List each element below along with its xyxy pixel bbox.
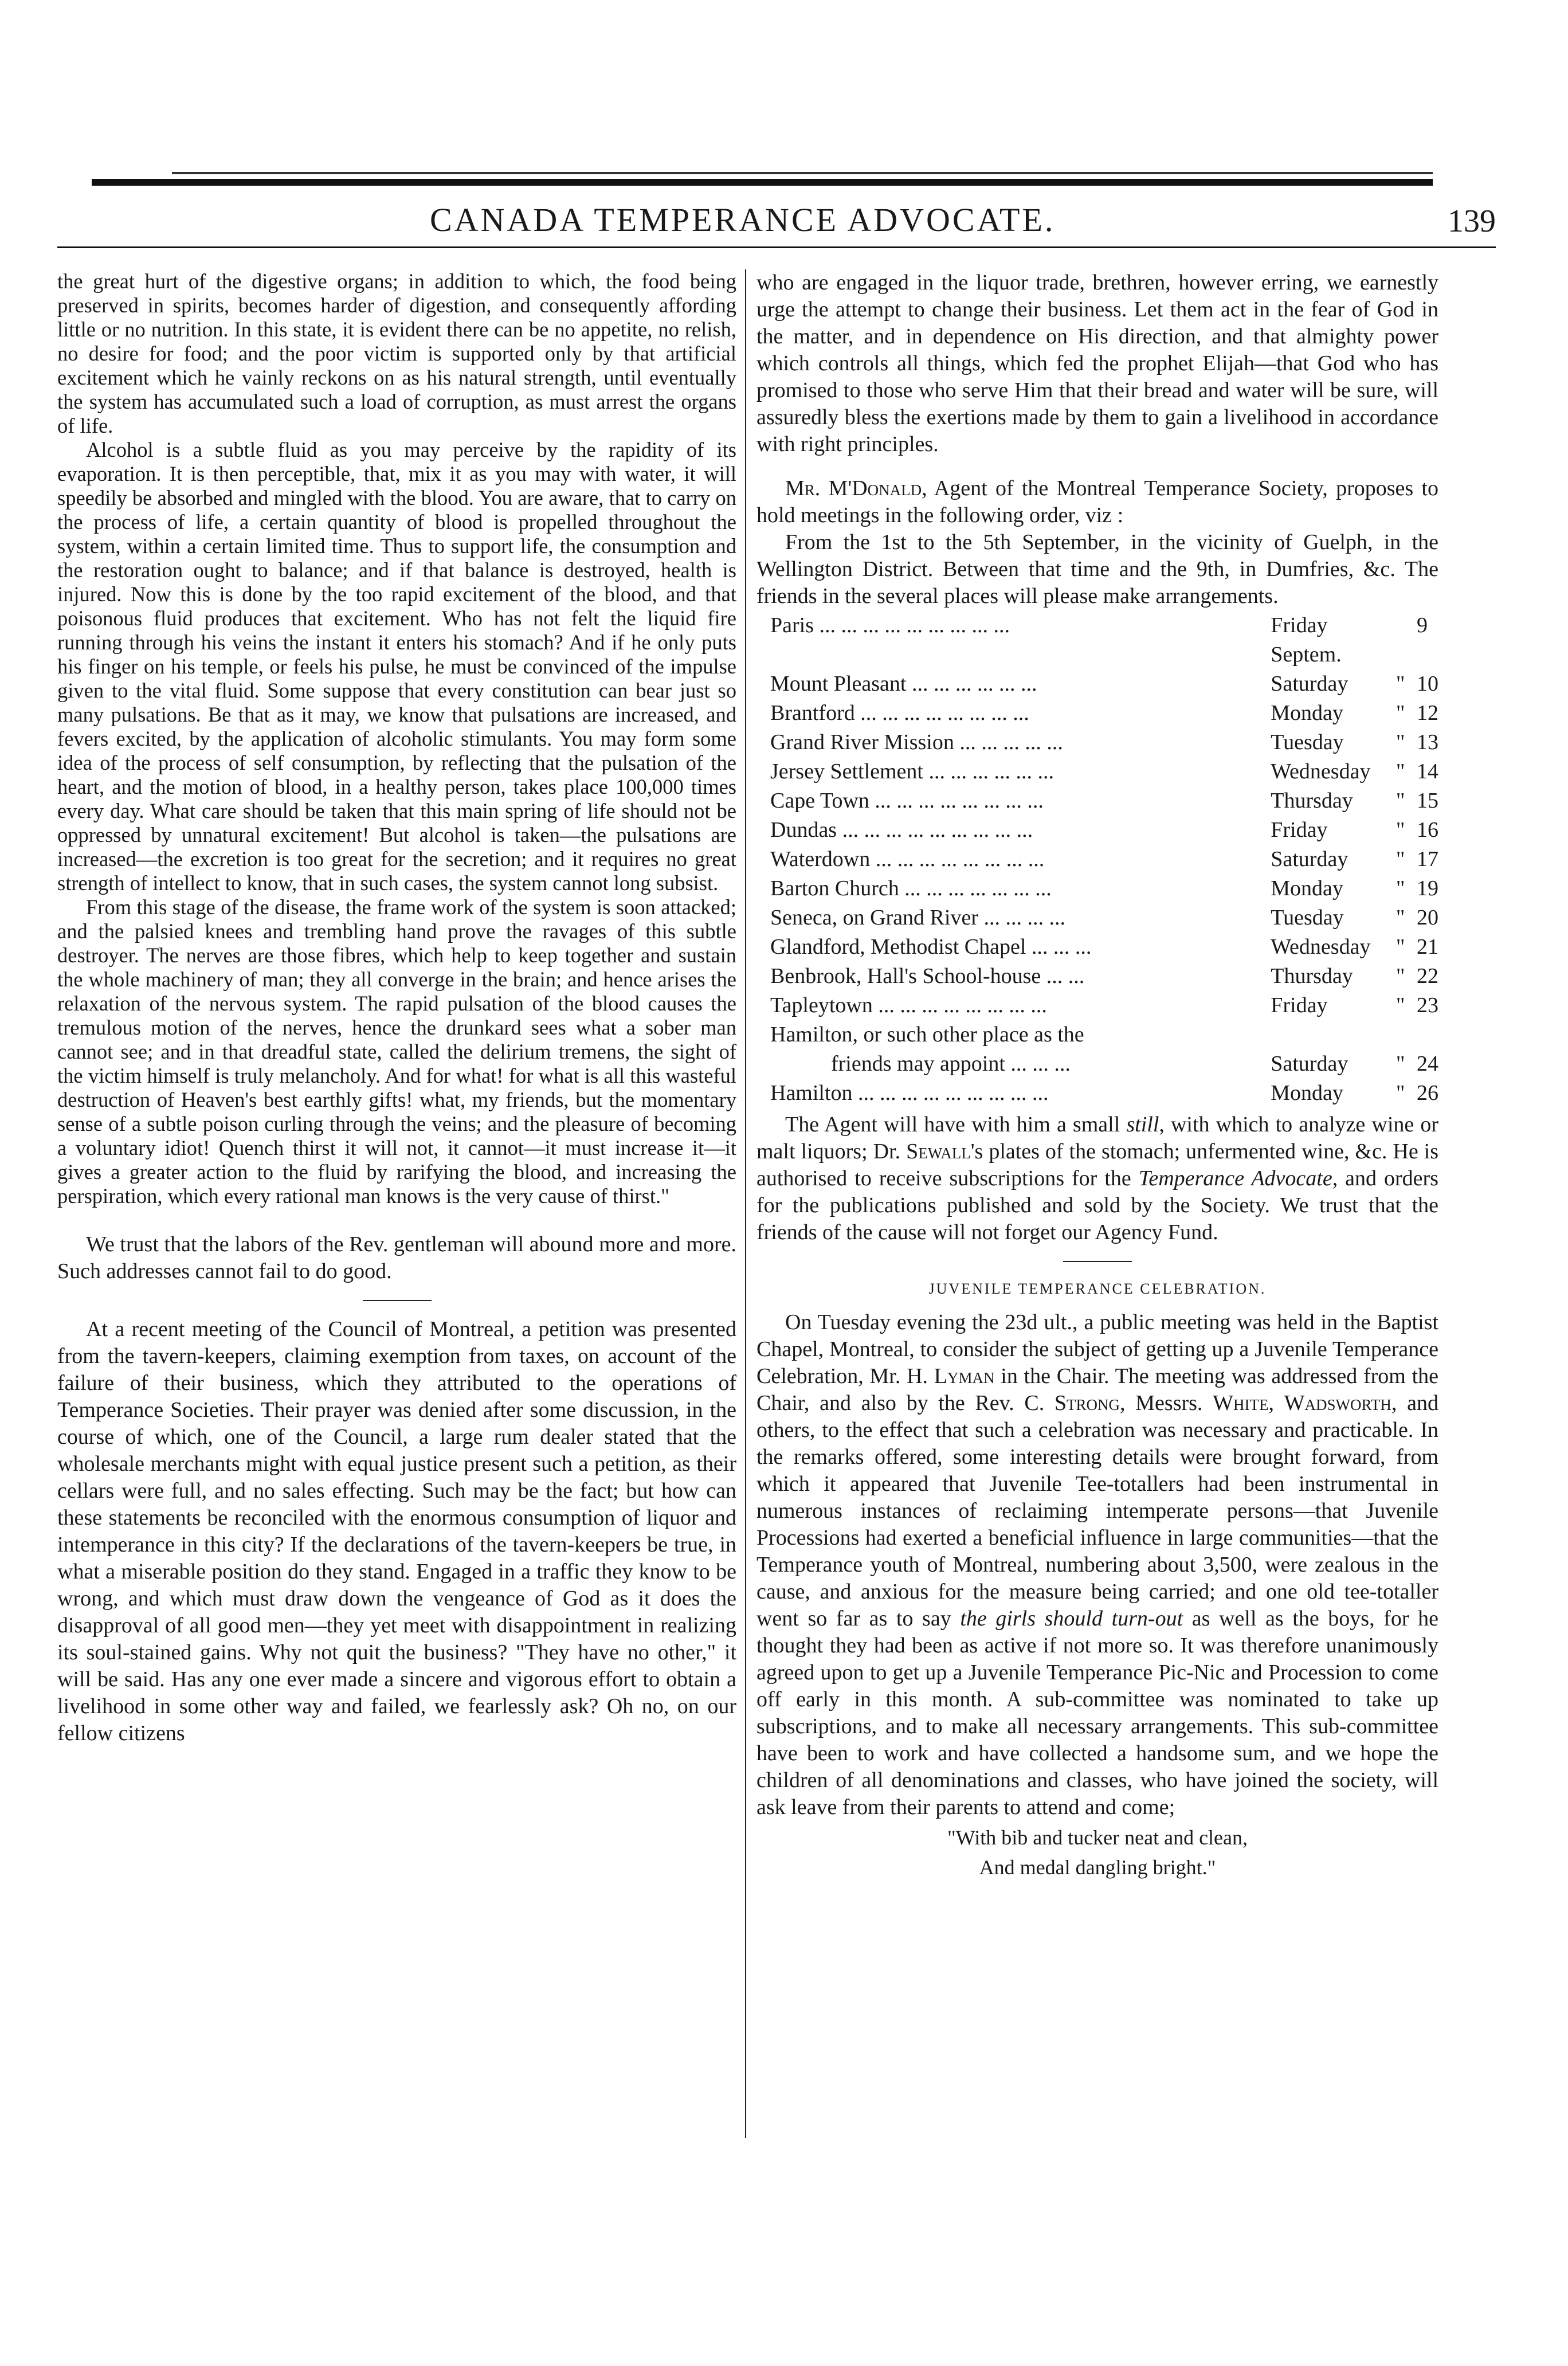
schedule-q: " bbox=[1395, 1052, 1405, 1076]
paragraph: The Agent will have with him a small still, with which to analyze wine or malt liquors; Dr. Sewall's plates of the stomach; unfermented wine, &c. He is authorised to receive subscriptions for the Temperance Advocate, and orders for the publications published and sold by the Society. We trust that the friends of the cause will not forget our Agency Fund. bbox=[756, 1113, 1439, 1244]
schedule-day: Wednesday bbox=[1271, 935, 1371, 959]
schedule-day: Monday bbox=[1271, 701, 1343, 725]
page-number: 139 bbox=[1448, 203, 1496, 239]
paragraph: From the 1st to the 5th September, in the vicinity of Guelph, in the Wellington District. Between that time and the 9th, in Dumfries, &c. The friends in the several places will please make arrangements. bbox=[756, 530, 1438, 608]
agent-name: Mr. M'Donald bbox=[785, 476, 922, 500]
schedule-day: Saturday bbox=[1271, 672, 1349, 696]
schedule-place: Hamilton ... ... ... ... ... ... ... ... ... bbox=[770, 1081, 1049, 1105]
section-heading: JUVENILE TEMPERANCE CELEBRATION. bbox=[928, 1280, 1267, 1297]
schedule-day: Thursday bbox=[1271, 964, 1353, 988]
schedule-q: " bbox=[1395, 906, 1405, 930]
schedule-day: Monday bbox=[1271, 1081, 1343, 1105]
schedule-day: Wednesday bbox=[1271, 759, 1371, 784]
schedule-row bbox=[756, 699, 1438, 728]
paragraph: From this stage of the disease, the frame work of the system is soon attacked; and the palsied knees and trembling hand prove the ravages of this subtle destroyer. The nerves are those fibres, which help to keep together and sustain the whole machinery of man; they all converge in the brain; and hence arises the relaxation of the nervous system. The rapid pulsation of the blood causes the tremulous motion of the nerves, hence the drunkard sees what a sober man cannot see; and in that dreadful state, called the delirium tremens, the sight of the victim himself is truly melancholy. And for what! for what is all this wasteful destruction of Heaven's best earthly gifts! what, my friends, but the momentary sense of a subtle poison curling through the veins; and the pleasure of becoming a voluntary idiot! Quench thirst it will not, it cannot—it must increase it—it gives a greater action to the fluid by rarifying the blood, and increasing the perspiration, which every rational man knows is the very cause of thirst." bbox=[57, 895, 736, 1208]
schedule-place: Paris ... ... ... ... ... ... ... ... ... bbox=[770, 613, 1010, 637]
schedule-day: Tuesday bbox=[1271, 906, 1344, 930]
section-rule bbox=[363, 1300, 432, 1301]
schedule-place: Hamilton, or such other place as the bbox=[770, 1023, 1084, 1047]
schedule-num: 14 bbox=[1417, 759, 1438, 784]
schedule-q: " bbox=[1395, 672, 1405, 696]
schedule-day: Friday Septem. bbox=[1271, 613, 1342, 667]
schedule-q: " bbox=[1395, 876, 1405, 900]
paragraph: the great hurt of the digestive organs; in addition to which, the food being preserved in spirits, becomes harder of digestion, and consequently affording little or no nutrition. In this state, it is evident there can be no appetite, no relish, no desire for food; and the poor victim is supported only by that artificial excitement which he vainly reckons on as his natural strength, until eventually the system has accumulated such a load of corruption, as must arrest the organs of life. bbox=[57, 269, 736, 437]
schedule-day bbox=[1271, 1020, 1384, 1049]
schedule-q bbox=[1384, 1020, 1417, 1049]
page-title: CANADA TEMPERANCE ADVOCATE. bbox=[430, 201, 1056, 238]
right-column bbox=[756, 269, 1438, 1881]
schedule-num: 12 bbox=[1417, 701, 1438, 725]
column-divider bbox=[745, 269, 746, 2138]
schedule-row bbox=[756, 903, 1438, 933]
schedule-q: " bbox=[1395, 701, 1405, 725]
paragraph: We trust that the labors of the Rev. gentleman will abound more and more. Such addresses cannot fail to do good. bbox=[57, 1232, 736, 1283]
schedule-place: Brantford ... ... ... ... ... ... ... ... bbox=[770, 701, 1029, 725]
schedule-place: friends may appoint ... ... ... bbox=[831, 1052, 1071, 1076]
schedule-q: " bbox=[1395, 759, 1405, 784]
top-border bbox=[92, 179, 1433, 186]
schedule-q: " bbox=[1395, 964, 1405, 988]
running-header bbox=[57, 201, 1496, 246]
schedule-row bbox=[756, 816, 1438, 845]
schedule-place: Barton Church ... ... ... ... ... ... ... bbox=[770, 876, 1052, 900]
schedule-row bbox=[756, 933, 1438, 962]
verse-line: "With bib and tucker neat and clean, bbox=[947, 1826, 1248, 1849]
schedule-day: Friday bbox=[1271, 993, 1328, 1017]
schedule-row bbox=[756, 874, 1438, 903]
schedule-place: Tapleytown ... ... ... ... ... ... ... ... bbox=[770, 993, 1047, 1017]
header-rule bbox=[57, 246, 1496, 248]
schedule-row bbox=[756, 962, 1438, 991]
schedule-row bbox=[756, 1049, 1438, 1079]
schedule-q: " bbox=[1395, 993, 1405, 1017]
schedule-row bbox=[756, 991, 1438, 1020]
schedule-num: 19 bbox=[1417, 876, 1438, 900]
schedule-place: Dundas ... ... ... ... ... ... ... ... ... bbox=[770, 818, 1033, 842]
schedule-row bbox=[756, 786, 1438, 816]
schedule-place: Grand River Mission ... ... ... ... ... bbox=[770, 730, 1063, 754]
schedule-row bbox=[756, 1079, 1438, 1108]
schedule-day: Saturday bbox=[1271, 1052, 1349, 1076]
schedule-q: " bbox=[1395, 847, 1405, 871]
schedule-num: 20 bbox=[1417, 906, 1438, 930]
schedule-row bbox=[756, 1020, 1438, 1049]
schedule-num: 23 bbox=[1417, 993, 1438, 1017]
schedule-num bbox=[1417, 1020, 1438, 1049]
schedule-q: " bbox=[1395, 1081, 1405, 1105]
schedule-place: Glandford, Methodist Chapel ... ... ... bbox=[770, 935, 1092, 959]
schedule-place: Mount Pleasant ... ... ... ... ... ... bbox=[770, 672, 1037, 696]
schedule-q bbox=[1384, 611, 1417, 669]
meeting-schedule bbox=[756, 611, 1438, 1108]
verse-line: And medal dangling bright." bbox=[979, 1856, 1216, 1879]
schedule-num: 9 bbox=[1417, 613, 1428, 637]
schedule-row bbox=[756, 611, 1438, 669]
schedule-row bbox=[756, 845, 1438, 874]
paragraph: Alcohol is a subtle fluid as you may perceive by the rapidity of its evaporation. It is then perceptible, that, mix it as you may with water, it will speedily be absorbed and mingled with the blood. You are aware, that to carry on the process of life, a certain quantity of blood is propelled throughout the system, within a certain limited time. Thus to support life, the consumption and the restoration ought to balance; and if that balance is destroyed, health is injured. Now this is done by the too rapid excitement of the blood, and that poisonous fluid produces that excitement. Who has not felt the liquid fire running through his veins the instant it enters his stomach? And if he only puts his finger on his temple, or feels his pulse, he must be convinced of the impulse given to the vital fluid. Some suppose that every constitution can bear just so many pulsations. Be that as it may, we know that pulsations are increased, and fevers excited, by the application of alcoholic stimulants. You may form some idea of the process of self consumption, by reflecting that the pulsation of the heart, and the motion of blood, in a healthy person, takes place 100,000 times every day. What care should be taken that this main spring of life should not be oppressed by unnatural excitement! But alcohol is taken—the pulsations are increased—the excretion is too great for the secretion; and it requires no great strength of intellect to know, that in such cases, the system cannot long subsist. bbox=[57, 438, 736, 895]
schedule-row bbox=[756, 728, 1438, 757]
paragraph: who are engaged in the liquor trade, brethren, however erring, we earnestly urge the attempt to change their business. Let them act in the fear of God in the matter, and in dependence on His direction, and that almighty power which controls all things, which fed the prophet Elijah—that God who has promised to those who serve Him that their bread and water will be sure, will assuredly bless the exertions made by them to gain a livelihood in accordance with right principles. bbox=[756, 271, 1438, 456]
schedule-day: Tuesday bbox=[1271, 730, 1344, 754]
top-border-thin bbox=[172, 172, 1433, 174]
schedule-day: Monday bbox=[1271, 876, 1343, 900]
schedule-day: Thursday bbox=[1271, 789, 1353, 813]
schedule-place: Seneca, on Grand River ... ... ... ... bbox=[770, 906, 1065, 930]
schedule-q: " bbox=[1395, 730, 1405, 754]
schedule-day: Friday bbox=[1271, 818, 1328, 842]
section-rule bbox=[1063, 1261, 1132, 1262]
paragraph: On Tuesday evening the 23d ult., a public meeting was held in the Baptist Chapel, Montreal, to consider the subject of getting up a Juvenile Temperance Celebration, Mr. H. Lyman in the Chair. The meeting was addressed from the Chair, and also by the Rev. C. Strong, Messrs. White, Wadsworth, and others, to the effect that such a celebration was necessary and practicable. In the remarks offered, some interesting details were brought forward, from which it appeared that Juvenile Tee-totallers had been instrumental in numerous instances of reclaiming intemperate persons—that Juvenile Processions had exerted a beneficial influence in large communities—that the Temperance youth of Montreal, numbering about 3,500, were zealous in the cause, and anxious for the measure being carried; and one old tee-totaller went so far as to say the girls should turn-out as well as the boys, for he thought they had been as active if not more so. It was therefore unanimously agreed upon to get up a Juvenile Temperance Pic-Nic and Procession to come off early in this month. A sub-committee was nominated to take up subscriptions, and to make all necessary arrangements. This sub-committee have been to work and have collected a handsome sum, and we hope the children of all denominations and classes, who have joined the society, will ask leave from their parents to attend and come; bbox=[756, 1310, 1439, 1819]
schedule-num: 10 bbox=[1417, 672, 1438, 696]
schedule-row bbox=[756, 757, 1438, 786]
schedule-num: 22 bbox=[1417, 964, 1438, 988]
schedule-num: 17 bbox=[1417, 847, 1438, 871]
schedule-q: " bbox=[1395, 789, 1405, 813]
schedule-place: Benbrook, Hall's School-house ... ... bbox=[770, 964, 1085, 988]
schedule-q: " bbox=[1395, 935, 1405, 959]
schedule-place: Waterdown ... ... ... ... ... ... ... ... bbox=[770, 847, 1045, 871]
schedule-day: Saturday bbox=[1271, 847, 1349, 871]
schedule-num: 26 bbox=[1417, 1081, 1438, 1105]
schedule-place: Jersey Settlement ... ... ... ... ... ... bbox=[770, 759, 1054, 784]
schedule-num: 24 bbox=[1417, 1052, 1438, 1076]
paragraph: At a recent meeting of the Council of Montreal, a petition was presented from the tavern-keepers, claiming exemption from taxes, on account of the failure of their business, which they attributed to the operations of Temperance Societies. Their prayer was denied after some discussion, in the course of which, one of the Council, a large rum dealer stated that the wholesale merchants might with equal justice present such a petition, as their cellars were full, and no sales effecting. Such may be the fact; but how can these statements be reconciled with the enormous consumption of liquor and intemperance in this city? If the declarations of the tavern-keepers be true, in what a miserable position do they stand. Engaged in a traffic they know to be wrong, and which must draw down the vengeance of God as it does the disapproval of all good men—they yet meet with disappointment in realizing its soul-stained gains. Why not quit the business? "They have no other," it will be said. Has any one ever made a sincere and vigorous effort to obtain a livelihood in some other way and failed, we fearlessly ask? Oh no, on our fellow citizens bbox=[57, 1317, 736, 1745]
schedule-place: Cape Town ... ... ... ... ... ... ... ... bbox=[770, 789, 1044, 813]
schedule-row bbox=[756, 669, 1438, 699]
left-column bbox=[57, 269, 736, 1747]
schedule-num: 15 bbox=[1417, 789, 1438, 813]
schedule-q: " bbox=[1395, 818, 1405, 842]
schedule-num: 21 bbox=[1417, 935, 1438, 959]
paragraph: Mr. M'Donald, Agent of the Montreal Temperance Society, proposes to hold meetings in the following order, viz : bbox=[756, 476, 1438, 527]
schedule-num: 13 bbox=[1417, 730, 1438, 754]
schedule-num: 16 bbox=[1417, 818, 1438, 842]
